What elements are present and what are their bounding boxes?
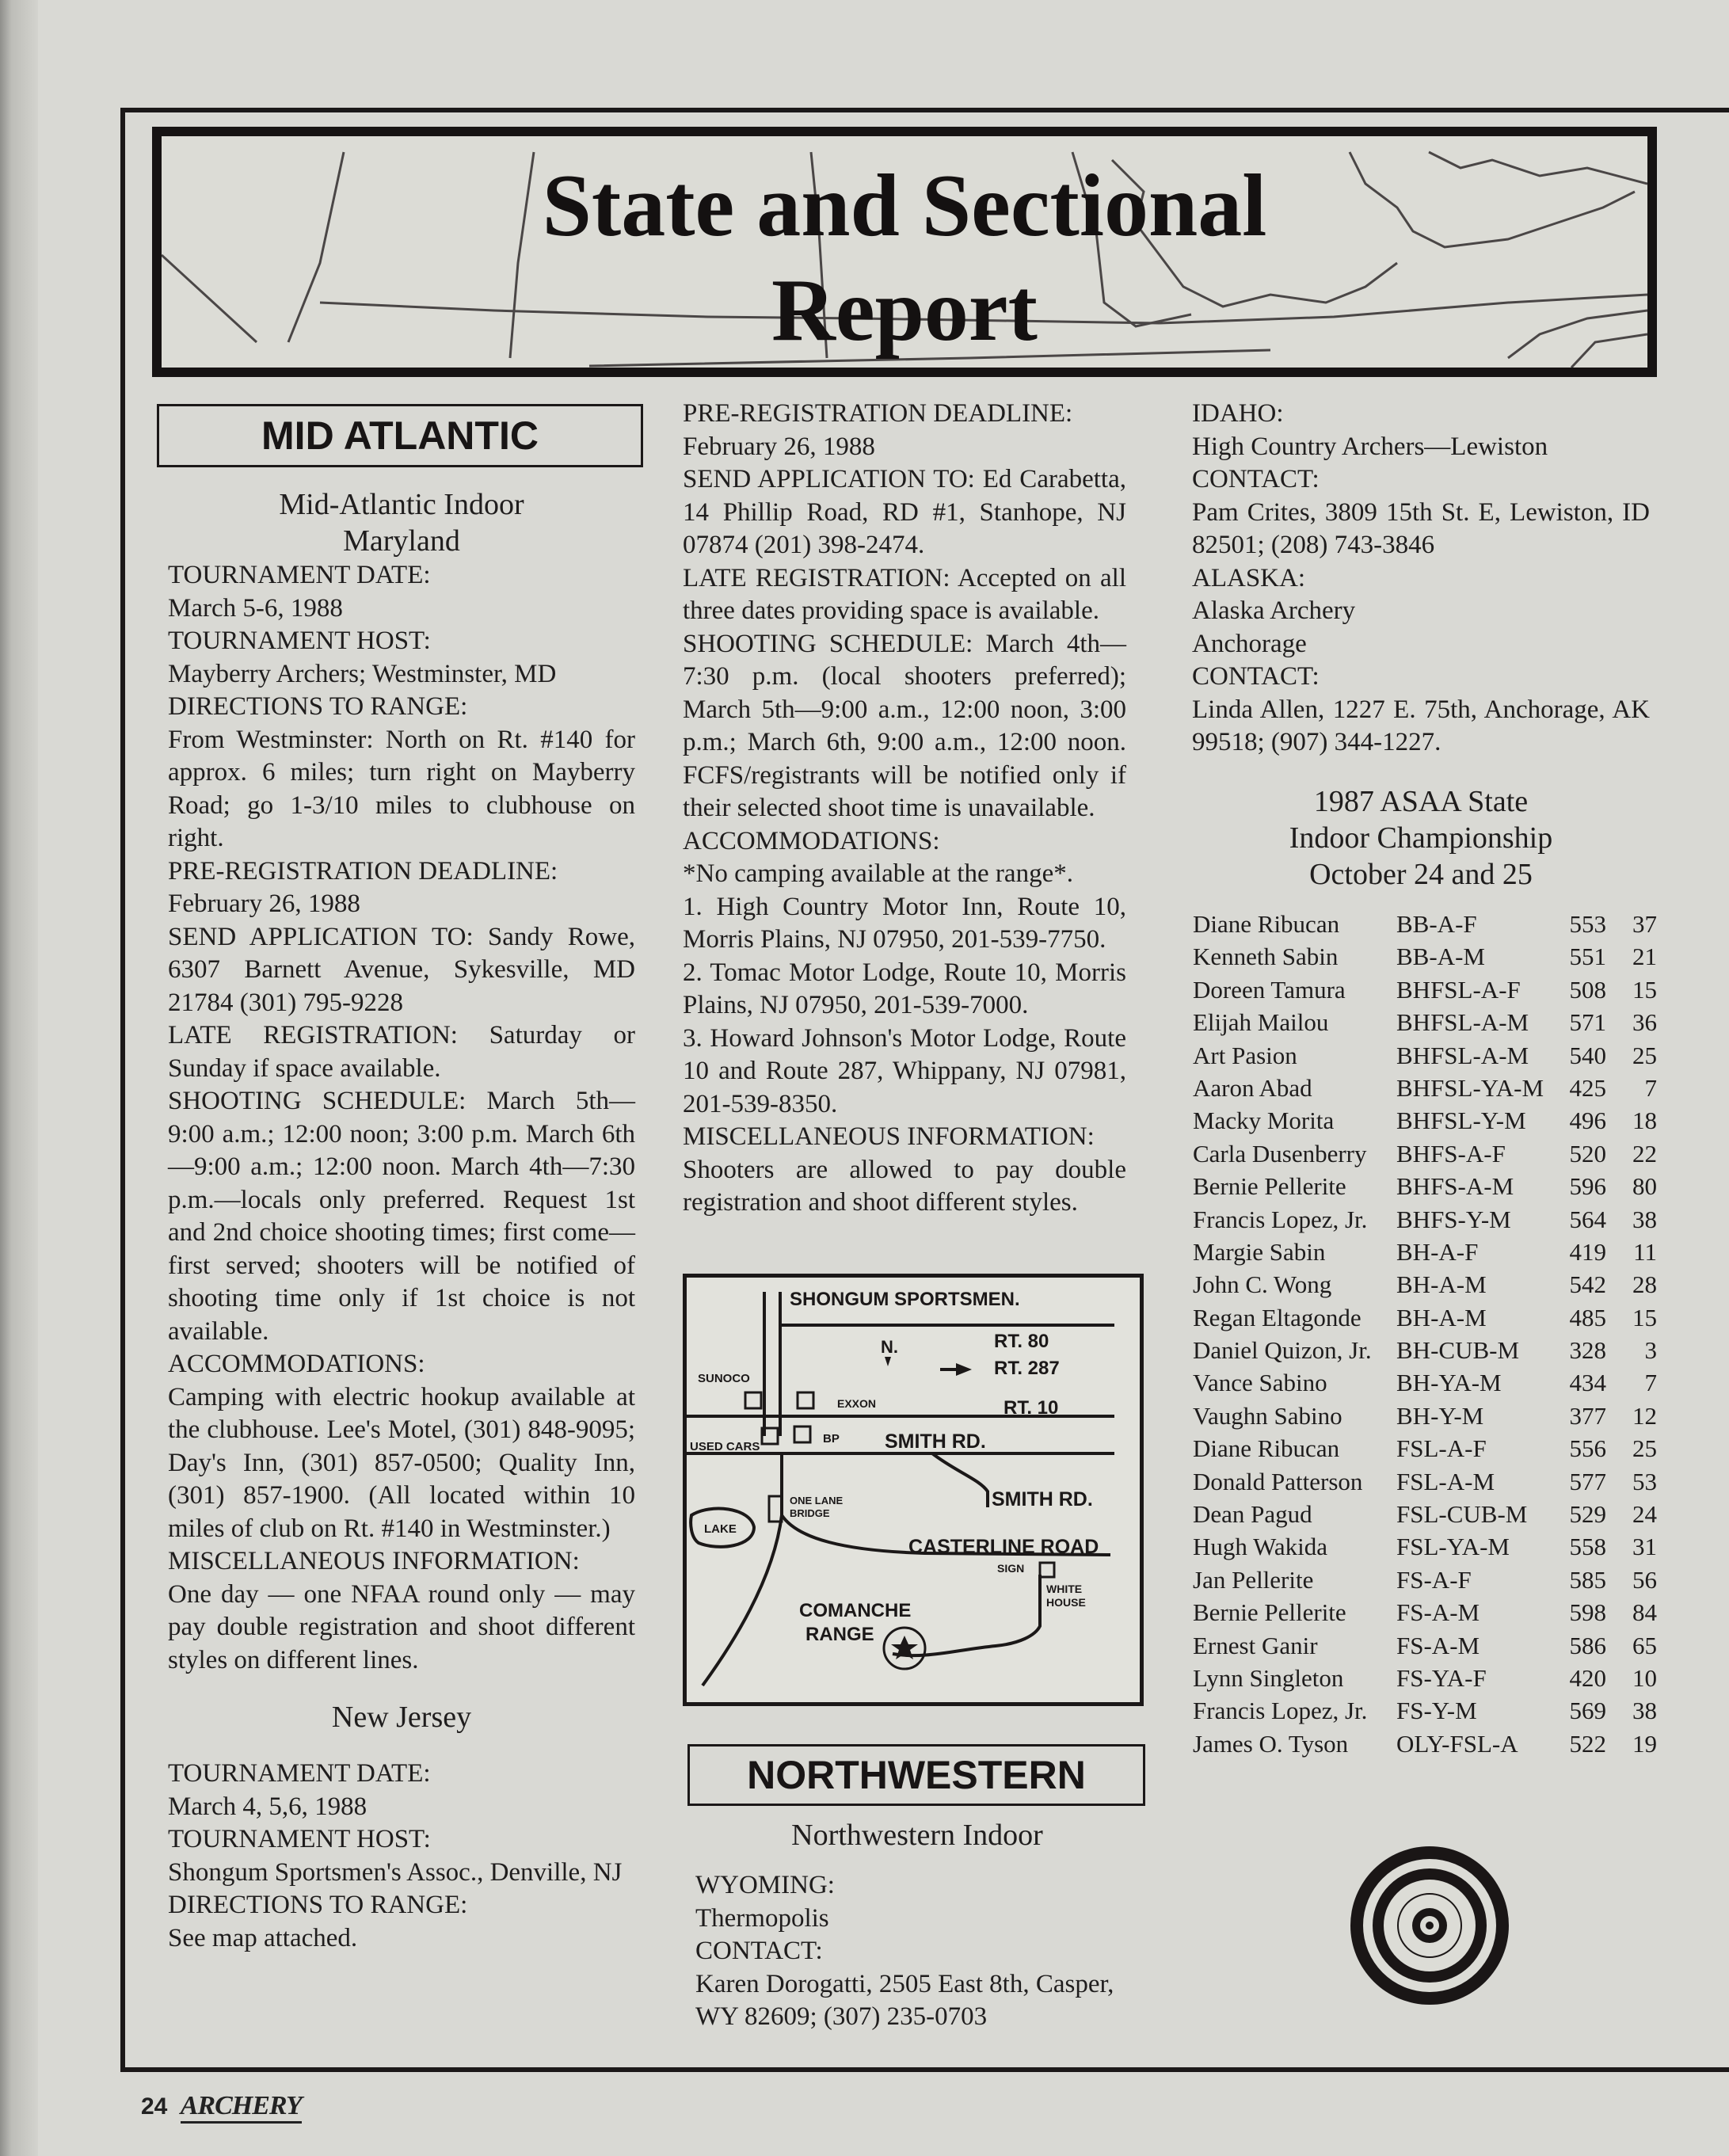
x-count: 15 xyxy=(1632,975,1657,1004)
section-heading-mid-atlantic-text: MID ATLANTIC xyxy=(261,413,539,458)
x-count: 84 xyxy=(1632,1598,1657,1627)
asaa-title-line-1: 1987 ASAA State xyxy=(1313,784,1529,818)
archer-name: Bernie Pellerite xyxy=(1193,1598,1346,1627)
table-row xyxy=(1193,1334,1657,1366)
new-jersey-text: Shooters are allowed to pay double registration and shoot different styles. xyxy=(683,1155,1126,1217)
score: 529 xyxy=(1569,1500,1606,1529)
x-count: 10 xyxy=(1632,1663,1657,1692)
new-jersey-text: See map attached. xyxy=(168,1923,358,1952)
archer-name: Francis Lopez, Jr. xyxy=(1193,1697,1368,1725)
division: FS-A-M xyxy=(1396,1598,1480,1627)
magazine-logo: ARCHERY xyxy=(181,2091,302,2124)
section-heading-northwestern-text: NORTHWESTERN xyxy=(747,1753,1086,1797)
score: 558 xyxy=(1569,1533,1606,1561)
score: 508 xyxy=(1569,975,1606,1004)
archer-name: James O. Tyson xyxy=(1193,1729,1349,1758)
score: 564 xyxy=(1569,1205,1606,1233)
score: 328 xyxy=(1569,1336,1606,1365)
new-jersey-title: New Jersey xyxy=(331,1701,472,1734)
division: BHFSL-Y-M xyxy=(1396,1107,1526,1135)
column-2 xyxy=(683,398,1126,1220)
map-title: SHONGUM SPORTSMEN. xyxy=(790,1289,1020,1310)
score: 553 xyxy=(1569,910,1606,938)
x-count: 15 xyxy=(1632,1303,1657,1331)
archer-name: Diane Ribucan xyxy=(1193,1434,1340,1463)
x-count: 36 xyxy=(1632,1008,1657,1037)
archer-name: Margie Sabin xyxy=(1193,1237,1326,1266)
directions-map xyxy=(683,1274,1144,1706)
map-label-one-lane-1: ONE LANE xyxy=(790,1495,844,1507)
asaa-title-line-3: October 24 and 25 xyxy=(1309,857,1533,891)
score: 585 xyxy=(1569,1565,1606,1594)
archer-name: Dean Pagud xyxy=(1193,1500,1312,1529)
map-label-casterline: CASTERLINE ROAD xyxy=(908,1536,1099,1558)
table-row xyxy=(1193,1203,1657,1236)
new-jersey-text: Shongum Sportsmen's Assoc., Denville, NJ xyxy=(168,1857,623,1887)
archer-name: Kenneth Sabin xyxy=(1193,943,1339,971)
table-row xyxy=(1193,1498,1657,1530)
map-label-smith-rd-1: SMITH RD. xyxy=(885,1430,986,1453)
map-north-label: N. xyxy=(881,1337,898,1357)
map-label-smith-rd-2: SMITH RD. xyxy=(992,1488,1093,1510)
division: BH-YA-M xyxy=(1396,1369,1502,1397)
table-row xyxy=(1193,1170,1657,1202)
score: 556 xyxy=(1569,1434,1606,1463)
map-label-sunoco: SUNOCO xyxy=(698,1372,750,1385)
maryland-text: DIRECTIONS TO RANGE: xyxy=(168,692,468,721)
map-label-sign: SIGN xyxy=(997,1562,1025,1575)
archer-name: Diane Ribucan xyxy=(1193,910,1340,938)
northwestern-text: Pam Crites, 3809 15th St. E, Lewiston, ID 82501; (208) 743-3846 xyxy=(1192,497,1650,559)
score: 571 xyxy=(1569,1008,1606,1037)
score: 586 xyxy=(1569,1631,1606,1659)
archer-name: Regan Eltagonde xyxy=(1193,1303,1361,1331)
new-jersey-text: SHOOTING SCHEDULE: March 4th—7:30 p.m. (local shooters preferred); March 5th—9:00 a.m., 12:00 noon, 3:00 p.m.; March 6th, 9:00 a.m., 12:00 noon. FCFS/registrants will be notified only if their selected shoot time is unavailable. xyxy=(683,629,1126,822)
table-row xyxy=(1193,908,1657,940)
northwestern-text: Thermopolis xyxy=(695,1903,829,1933)
map-label-bp: BP xyxy=(823,1432,840,1446)
table-row xyxy=(1193,1006,1657,1038)
archer-name: Vaughn Sabino xyxy=(1193,1401,1342,1430)
table-row xyxy=(1193,1400,1657,1432)
table-row xyxy=(1193,1366,1657,1399)
new-jersey-text: DIRECTIONS TO RANGE: xyxy=(168,1891,468,1919)
maryland-text: From Westminster: North on Rt. #140 for approx. 6 miles; turn right on Mayberry Road; go 1-3/10 miles to clubhouse on right. xyxy=(168,725,635,852)
archer-name: Art Pasion xyxy=(1193,1041,1297,1069)
map-label-rt287: RT. 287 xyxy=(994,1358,1060,1379)
division: BH-A-M xyxy=(1396,1270,1487,1299)
archer-name: Doreen Tamura xyxy=(1193,975,1346,1004)
x-count: 65 xyxy=(1632,1631,1657,1659)
archer-name: Ernest Ganir xyxy=(1193,1631,1318,1659)
northwestern-text: Anchorage xyxy=(1192,629,1307,658)
score: 577 xyxy=(1569,1467,1606,1495)
score: 598 xyxy=(1569,1598,1606,1627)
asaa-title-line-2: Indoor Championship xyxy=(1289,821,1553,855)
x-count: 3 xyxy=(1644,1336,1657,1365)
score: 569 xyxy=(1569,1697,1606,1725)
northwestern-title: Northwestern Indoor xyxy=(791,1819,1043,1852)
x-count: 80 xyxy=(1632,1172,1657,1201)
division: BH-A-F xyxy=(1396,1237,1479,1266)
northwestern-text: CONTACT: xyxy=(1192,465,1320,493)
table-row xyxy=(1193,1465,1657,1498)
score: 542 xyxy=(1569,1270,1606,1299)
x-count: 28 xyxy=(1632,1270,1657,1299)
new-jersey-text: February 26, 1988 xyxy=(683,432,875,461)
archer-name: Hugh Wakida xyxy=(1193,1533,1327,1561)
division: FS-A-F xyxy=(1396,1565,1472,1594)
header-banner xyxy=(152,127,1657,377)
new-jersey-text: LATE REGISTRATION: Accepted on all three dates providing space is available. xyxy=(683,563,1126,625)
division: FS-YA-F xyxy=(1396,1663,1487,1692)
x-count: 38 xyxy=(1632,1697,1657,1725)
score: 551 xyxy=(1569,943,1606,971)
new-jersey-text: ACCOMMODATIONS: xyxy=(683,826,940,855)
maryland-text: ACCOMMODATIONS: xyxy=(168,1350,425,1378)
division: OLY-FSL-A xyxy=(1396,1729,1518,1758)
archer-name: Aaron Abad xyxy=(1193,1073,1312,1102)
table-row xyxy=(1193,1137,1657,1170)
division: BH-CUB-M xyxy=(1396,1336,1520,1365)
division: BH-Y-M xyxy=(1396,1401,1484,1430)
map-label-comanche-1: COMANCHE xyxy=(799,1600,912,1621)
page-title-line-2: Report xyxy=(771,261,1038,360)
column-1 xyxy=(168,486,635,1955)
northwestern-text: ALASKA: xyxy=(1192,563,1306,592)
table-row xyxy=(1193,1694,1657,1727)
x-count: 21 xyxy=(1632,943,1657,971)
division: FS-A-M xyxy=(1396,1631,1480,1659)
northwestern-text: CONTACT: xyxy=(695,1937,823,1965)
map-label-lake: LAKE xyxy=(704,1522,737,1536)
division: BHFS-A-F xyxy=(1396,1139,1506,1168)
page-binding-edge xyxy=(0,0,38,2156)
division: BHFSL-A-M xyxy=(1396,1041,1529,1069)
division: BHFSL-YA-M xyxy=(1396,1073,1544,1102)
x-count: 19 xyxy=(1632,1729,1657,1758)
map-label-white-house-1: WHITE xyxy=(1046,1583,1083,1595)
map-label-one-lane-2: BRIDGE xyxy=(790,1507,830,1519)
new-jersey-text: 1. High Country Motor Inn, Route 10, Morris Plains, NJ 07950, 201-539-7750. xyxy=(683,892,1126,954)
target-icon xyxy=(1346,1842,1513,2009)
north-arrow-icon xyxy=(885,1357,891,1366)
table-row xyxy=(1193,1629,1657,1662)
page-title-line-1: State and Sectional xyxy=(542,157,1267,255)
map-label-rt80: RT. 80 xyxy=(994,1331,1049,1352)
new-jersey-text: MISCELLANEOUS INFORMATION: xyxy=(683,1122,1095,1151)
archer-name: Bernie Pellerite xyxy=(1193,1172,1346,1201)
northwestern-block xyxy=(695,1817,1139,2034)
score: 520 xyxy=(1569,1139,1606,1168)
x-count: 25 xyxy=(1632,1041,1657,1069)
maryland-text: Camping with electric hookup available at the clubhouse. Lee's Motel, (301) 848-9095; Day's Inn, (301) 857-0500; Quality Inn, (301) 857-1900. (All located within 10 miles of club on Rt. #140 in Westminster.) xyxy=(168,1382,635,1543)
archer-name: Carla Dusenberry xyxy=(1193,1139,1367,1168)
table-row xyxy=(1193,1301,1657,1334)
new-jersey-text: PRE-REGISTRATION DEADLINE: xyxy=(683,399,1073,428)
x-count: 24 xyxy=(1632,1500,1657,1529)
maryland-text: TOURNAMENT DATE: xyxy=(168,561,431,589)
maryland-text: Mayberry Archers; Westminster, MD xyxy=(168,659,557,688)
table-row xyxy=(1193,1104,1657,1137)
division: BH-A-M xyxy=(1396,1303,1487,1331)
x-count: 7 xyxy=(1644,1369,1657,1397)
maryland-text: March 5-6, 1988 xyxy=(168,593,343,623)
maryland-text: One day — one NFAA round only — may pay double registration and shoot different styles on different lines. xyxy=(168,1579,635,1674)
maryland-title-line-2: Maryland xyxy=(343,524,460,558)
northwestern-text: Alaska Archery xyxy=(1192,596,1356,625)
x-count: 12 xyxy=(1632,1401,1657,1430)
northwestern-text: Linda Allen, 1227 E. 75th, Anchorage, AK 99518; (907) 344-1227. xyxy=(1192,695,1650,756)
new-jersey-text: *No camping available at the range*. xyxy=(683,859,1073,888)
section-heading-mid-atlantic xyxy=(157,404,643,467)
archer-name: Francis Lopez, Jr. xyxy=(1193,1205,1368,1233)
table-row xyxy=(1193,1530,1657,1563)
division: FSL-A-M xyxy=(1396,1467,1495,1495)
score: 377 xyxy=(1569,1401,1606,1430)
maryland-title-line-1: Mid-Atlantic Indoor xyxy=(279,488,524,521)
x-count: 7 xyxy=(1644,1073,1657,1102)
x-count: 11 xyxy=(1633,1237,1657,1266)
division: FS-Y-M xyxy=(1396,1697,1477,1725)
new-jersey-text: 2. Tomac Motor Lodge, Route 10, Morris Plains, NJ 07950, 201-539-7000. xyxy=(683,958,1126,1019)
maryland-text: SEND APPLICATION TO: Sandy Rowe, 6307 Barnett Avenue, Sykesville, MD 21784 (301) 795-9228 xyxy=(168,922,635,1017)
page-number: 24 xyxy=(141,2093,168,2120)
division: FSL-CUB-M xyxy=(1396,1500,1528,1529)
maryland-text: LATE REGISTRATION: Saturday or Sunday if space available. xyxy=(168,1021,635,1083)
new-jersey-text: TOURNAMENT DATE: xyxy=(168,1759,431,1788)
northwestern-text: Karen Dorogatti, 2505 East 8th, Casper, WY 82609; (307) 235-0703 xyxy=(695,1969,1114,2031)
maryland-text: February 26, 1988 xyxy=(168,889,360,918)
division: BB-A-F xyxy=(1396,910,1477,938)
northwestern-text: WYOMING: xyxy=(695,1871,835,1899)
maryland-text: MISCELLANEOUS INFORMATION: xyxy=(168,1547,580,1575)
page-footer xyxy=(141,2091,302,2124)
table-row xyxy=(1193,940,1657,973)
score: 540 xyxy=(1569,1041,1606,1069)
division: BB-A-M xyxy=(1396,943,1485,971)
maryland-text: TOURNAMENT HOST: xyxy=(168,627,431,655)
division: FSL-YA-M xyxy=(1396,1533,1510,1561)
maryland-text: PRE-REGISTRATION DEADLINE: xyxy=(168,856,558,886)
score: 485 xyxy=(1569,1303,1606,1331)
map-label-rt10: RT. 10 xyxy=(1004,1397,1059,1419)
score: 596 xyxy=(1569,1172,1606,1201)
score: 420 xyxy=(1569,1663,1606,1692)
score: 434 xyxy=(1569,1369,1606,1397)
x-count: 22 xyxy=(1632,1139,1657,1168)
score: 419 xyxy=(1569,1237,1606,1266)
maryland-text: SHOOTING SCHEDULE: March 5th—9:00 a.m.; 12:00 noon; 3:00 p.m. March 6th—9:00 a.m.; 12:00 noon. March 4th—7:30 p.m.—locals only preferred. Request 1st and 2nd choice shooting times; first come—first served; shooters will be notified of shooting time only if 1st choice is not available. xyxy=(168,1087,635,1346)
division: BHFSL-A-F xyxy=(1396,975,1521,1004)
northwestern-text: IDAHO: xyxy=(1192,399,1284,428)
results-table xyxy=(1193,908,1657,1760)
table-row xyxy=(1193,1432,1657,1465)
division: BHFS-Y-M xyxy=(1396,1205,1511,1233)
map-label-white-house-2: HOUSE xyxy=(1046,1596,1086,1609)
archer-name: John C. Wong xyxy=(1193,1270,1332,1299)
x-count: 25 xyxy=(1632,1434,1657,1463)
table-row xyxy=(1193,1564,1657,1596)
archer-name: Donald Patterson xyxy=(1193,1467,1363,1495)
table-row xyxy=(1193,1727,1657,1760)
archer-name: Macky Morita xyxy=(1193,1107,1335,1135)
new-jersey-text: March 4, 5,6, 1988 xyxy=(168,1792,368,1821)
new-jersey-text: 3. Howard Johnson's Motor Lodge, Route 10 and Route 287, Whippany, NJ 07981, 201-539-8350. xyxy=(683,1023,1126,1118)
archer-name: Daniel Quizon, Jr. xyxy=(1193,1336,1372,1365)
new-jersey-text: TOURNAMENT HOST: xyxy=(168,1825,431,1853)
directions-map-drawing xyxy=(687,1278,1140,1702)
score: 425 xyxy=(1569,1073,1606,1102)
new-jersey-text: SEND APPLICATION TO: Ed Carabetta, 14 Phillip Road, RD #1, Stanhope, NJ 07874 (201) 398-2474. xyxy=(683,465,1126,559)
northwestern-text: CONTACT: xyxy=(1192,662,1320,691)
table-row xyxy=(1193,1072,1657,1104)
table-row xyxy=(1193,1039,1657,1072)
map-label-exxon: EXXON xyxy=(837,1397,877,1410)
page-title xyxy=(162,154,1647,363)
x-count: 56 xyxy=(1632,1565,1657,1594)
x-count: 18 xyxy=(1632,1107,1657,1135)
map-label-comanche-2: RANGE xyxy=(805,1624,874,1645)
score: 496 xyxy=(1569,1107,1606,1135)
archer-name: Lynn Singleton xyxy=(1193,1663,1344,1692)
archer-name: Vance Sabino xyxy=(1193,1369,1327,1397)
column-3 xyxy=(1192,398,1650,893)
table-row xyxy=(1193,973,1657,1006)
map-label-used-cars: USED CARS xyxy=(690,1440,760,1453)
x-count: 37 xyxy=(1632,910,1657,938)
section-heading-northwestern xyxy=(687,1744,1145,1806)
x-count: 31 xyxy=(1632,1533,1657,1561)
score: 522 xyxy=(1569,1729,1606,1758)
table-row xyxy=(1193,1268,1657,1301)
archer-name: Elijah Mailou xyxy=(1193,1008,1329,1037)
division: BHFS-A-M xyxy=(1396,1172,1514,1201)
table-row xyxy=(1193,1596,1657,1628)
table-row xyxy=(1193,1662,1657,1694)
x-count: 53 xyxy=(1632,1467,1657,1495)
division: FSL-A-F xyxy=(1396,1434,1487,1463)
archer-name: Jan Pellerite xyxy=(1193,1565,1314,1594)
x-count: 38 xyxy=(1632,1205,1657,1233)
table-row xyxy=(1193,1236,1657,1268)
northwestern-text: High Country Archers—Lewiston xyxy=(1192,432,1548,461)
division: BHFSL-A-M xyxy=(1396,1008,1529,1037)
